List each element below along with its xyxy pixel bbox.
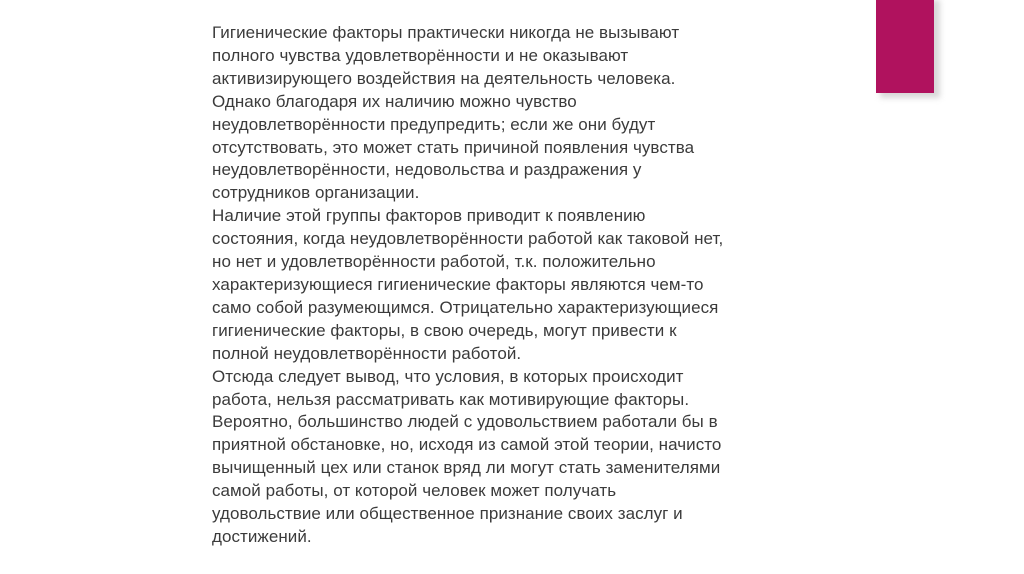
text-line: Наличие этой группы факторов приводит к появлению <box>212 206 646 226</box>
text-line: Гигиенические факторы практически никогда не вызывают <box>212 23 680 42</box>
slide-body-text <box>212 22 812 549</box>
text-line: неудовлетворённости предупредить; если же они будут <box>212 114 656 134</box>
text-line: сотрудников организации. <box>212 183 420 203</box>
text-line: но нет и удовлетворённости работой, т.к. положительно <box>212 252 656 272</box>
text-line: отсутствовать, это может стать причиной появления чувства <box>212 137 695 157</box>
text-line: самой работы, от которой человек может получать <box>212 481 617 501</box>
text-line: полной неудовлетворённости работой. <box>212 343 522 363</box>
text-line: активизирующего воздействия на деятельность человека. <box>212 68 676 88</box>
text-line: характеризующиеся гигиенические факторы являются чем-то <box>212 274 704 294</box>
text-line: приятной обстановке, но, исходя из самой этой теории, начисто <box>212 435 722 455</box>
text-line: Вероятно, большинство людей с удовольствием работали бы в <box>212 412 718 432</box>
text-line: достижений. <box>212 526 312 546</box>
text-line: работа, нельзя рассматривать как мотивирующие факторы. <box>212 389 690 409</box>
text-line: состояния, когда неудовлетворённости работой как таковой нет, <box>212 229 724 249</box>
text-line: гигиенические факторы, в свою очередь, могут привести к <box>212 320 677 340</box>
accent-bar <box>876 0 934 93</box>
text-line: само собой разумеющимся. Отрицательно характеризующиеся <box>212 297 719 317</box>
text-line: удовольствие или общественное признание своих заслуг и <box>212 504 683 524</box>
text-line: полного чувства удовлетворённости и не оказывают <box>212 45 629 65</box>
text-line: вычищенный цех или станок вряд ли могут стать заменителями <box>212 458 721 478</box>
text-line: неудовлетворённости, недовольства и раздражения у <box>212 160 642 180</box>
text-line: Однако благодаря их наличию можно чувство <box>212 91 577 111</box>
text-line: Отсюда следует вывод, что условия, в которых происходит <box>212 366 684 386</box>
